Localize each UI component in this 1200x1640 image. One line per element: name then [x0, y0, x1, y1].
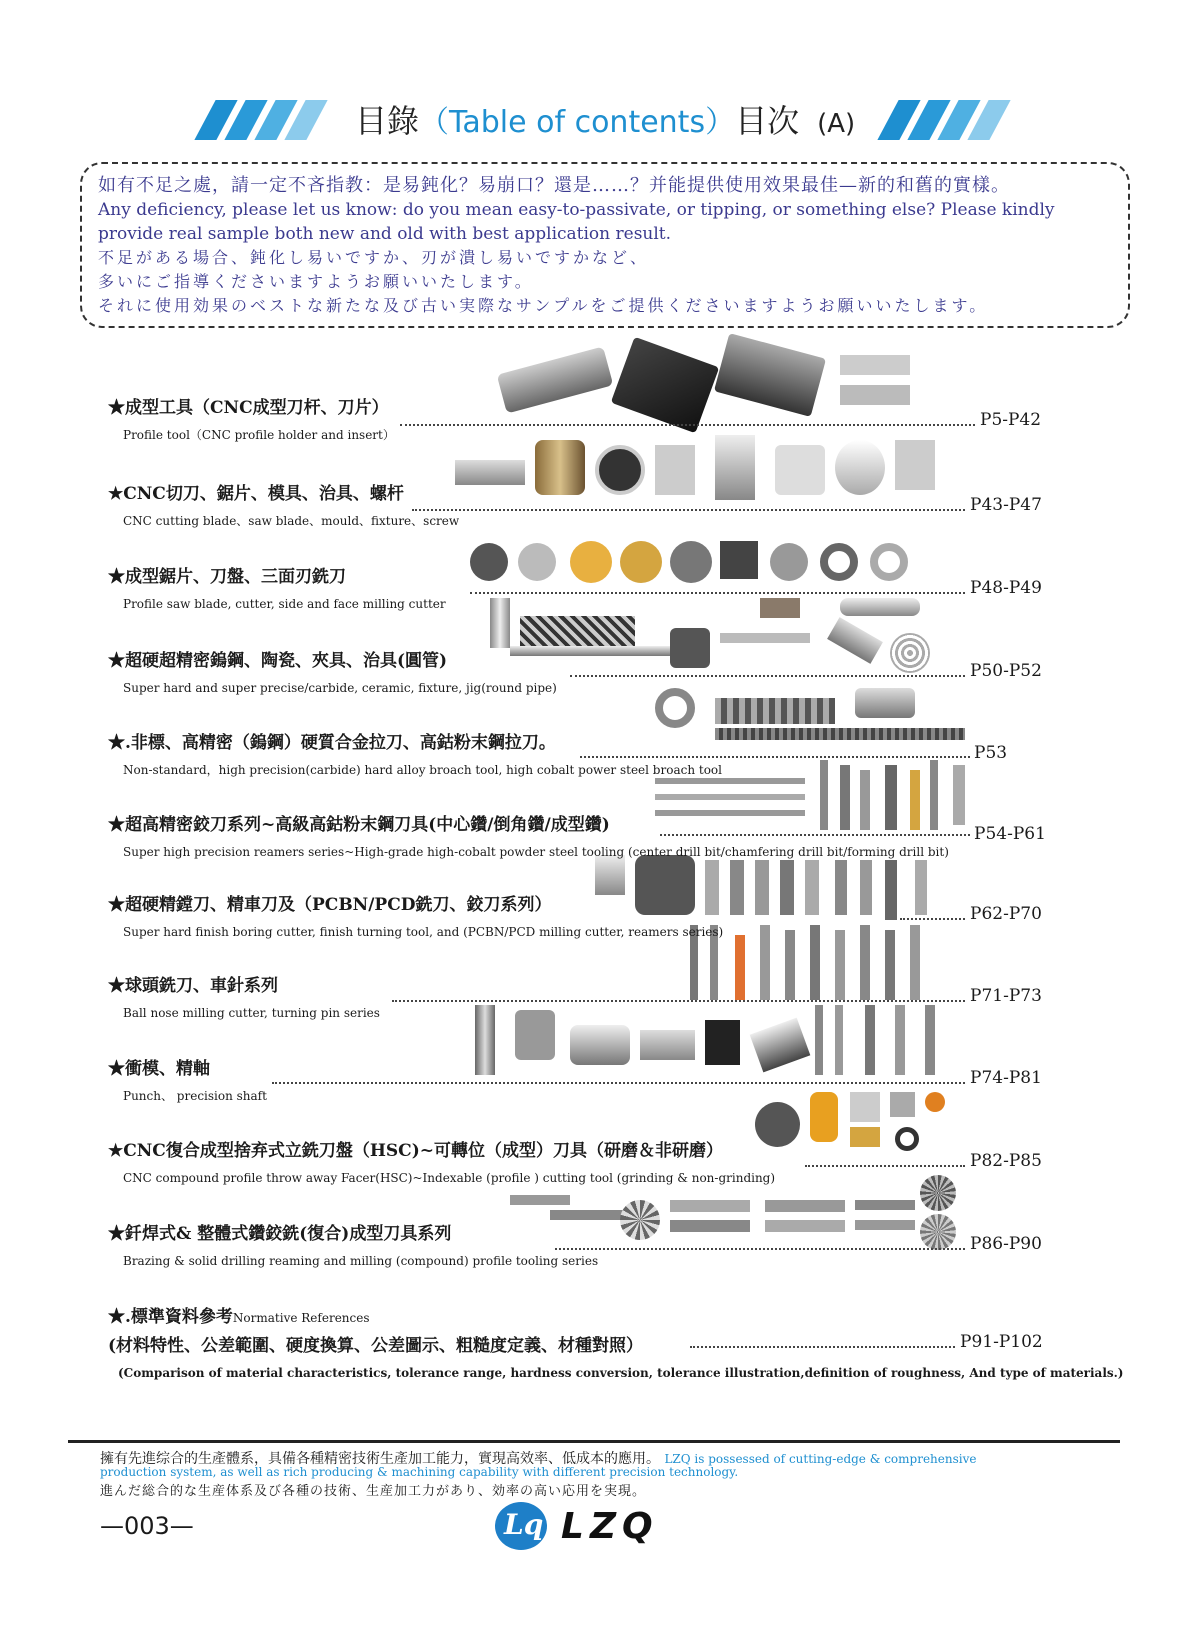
notice-jp-2: 多いにご指導くださいますようお願いいたします。: [98, 272, 534, 291]
page-header: [0, 92, 1200, 148]
toc-title: ★超高精密鉸刀系列~高級高鈷粉末鋼刀具(中心鑽/倒角鑽/成型鑽): [108, 815, 610, 835]
toc-title: ★.非標、高精密（鎢鋼）硬質合金拉刀、高鈷粉末鋼拉刀。: [108, 733, 556, 753]
toc-title: ★成型工具（CNC成型刀杆、刀片）: [108, 398, 389, 418]
toc-subtitle: Super hard and super precise/carbide, ceramic, fixture, jig(round pipe): [123, 681, 557, 695]
toc-leader: [412, 509, 965, 511]
toc-subtitle: Brazing & solid drilling reaming and milling (compound) profile tooling series: [123, 1254, 599, 1268]
toc-leader: [470, 592, 965, 594]
toc-title: ★超硬精鏜刀、精車刀及（PCBN/PCD銑刀、鉸刀系列）: [108, 895, 552, 915]
toc-entry-9[interactable]: [108, 1058, 1108, 1104]
notice-jp-3: それに使用効果のベストな新たな及び古い実際なサンプルをご提供くださいますようお願いいたします。: [98, 296, 989, 315]
toc-leader: [400, 424, 975, 426]
toc-subtitle: Ball nose milling cutter, turning pin series: [123, 1006, 380, 1020]
normative-title: [108, 1306, 1108, 1329]
toc-subtitle: CNC compound profile throw away Facer(HSC)~Indexable (profile ) cutting tool (grinding & non-grinding): [123, 1171, 776, 1185]
toc-subtitle: Profile tool（CNC profile holder and insert）: [123, 428, 395, 442]
toc-subtitle: CNC cutting blade、saw blade、mould、fixture、screw: [123, 514, 460, 528]
normative-title-en: Normative References: [232, 1311, 370, 1325]
toc-entry-1[interactable]: [108, 397, 1108, 443]
toc-page-range: P48-P49: [970, 578, 1042, 598]
toc-page-range: P71-P73: [970, 986, 1042, 1006]
toc-leader: [580, 756, 970, 758]
footer-rule: [68, 1440, 1120, 1443]
toc-leader: [272, 1082, 965, 1084]
toc-page-range: P43-P47: [970, 495, 1042, 515]
toc-page-range: P91-P102: [960, 1332, 1043, 1352]
footer-en-a: LZQ is possessed of cutting-edge & comprehensive: [664, 1452, 977, 1466]
decorative-stripes-left: [205, 100, 335, 140]
normative-items: (材料特性、公差範圍、硬度換算、公差圖示、粗糙度定義、材種對照）: [108, 1336, 644, 1356]
toc-page-range: P62-P70: [970, 904, 1042, 924]
toc-title: ★CNC復合成型捨弃式立銑刀盤（HSC)~可轉位（成型）刀具（研磨＆非研磨）: [108, 1141, 723, 1161]
toc-title: ★球頭銑刀、車針系列: [108, 976, 278, 996]
toc-title: ★超硬超精密鎢鋼、陶瓷、夾具、治具(圓管): [108, 651, 448, 671]
toc-subtitle: Punch、 precision shaft: [123, 1089, 267, 1103]
footer-jp: 進んだ総合的な生産体系及び各種の技術、生産加工力があり、効率の高い応用を実現。: [100, 1484, 647, 1499]
toc-leader: [555, 1248, 965, 1250]
normative-subtitle: (Comparison of material characteristics, tolerance range, hardness conversion, tolerance illustration,definition of roughness, And type of materials.): [118, 1366, 1124, 1380]
notice-cn: 如有不足之處，請一定不吝指教：是易鈍化？易崩口？還是……？并能提供使用效果最佳—新的和舊的實樣。: [98, 175, 1010, 196]
title-cn: 目錄: [355, 102, 420, 140]
toc-title: ★釺焊式& 整體式鑽鉸銑(復合)成型刀具系列: [108, 1224, 452, 1244]
logo-text: LZQ: [561, 1506, 659, 1547]
notice-en-2: provide real sample both new and old with best application result.: [98, 224, 672, 244]
notice-jp-1: 不足がある場合、鈍化し易いですか、刃が潰し易いですかなど、: [98, 248, 650, 267]
footer-cn: 擁有先進综合的生產體系，具備各種精密技術生產加工能力，實現高效率、低成本的應用。: [100, 1451, 660, 1467]
toc-page-range: P53: [974, 743, 1008, 763]
toc-subtitle: Super high precision reamers series~High-grade high-cobalt powder steel tooling (center drill bit/chamfering drill bit/forming drill bit): [123, 845, 949, 859]
notice-box: [80, 162, 1130, 328]
toc-entry-2[interactable]: [108, 483, 1108, 529]
toc-entry-8[interactable]: [108, 975, 1108, 1021]
toc-subtitle: Profile saw blade, cutter, side and face milling cutter: [123, 597, 446, 611]
toc-subtitle: Super hard finish boring cutter, finish turning tool, and (PCBN/PCD milling cutter, reamers series): [123, 925, 724, 939]
toc-title: ★成型鋸片、刀盤、三面刃銑刀: [108, 567, 346, 587]
toc-entry-3[interactable]: [108, 566, 1108, 612]
page-number: —003—: [100, 1512, 194, 1540]
toc-leader: [570, 675, 965, 677]
logo-mark-icon: Lq: [495, 1502, 547, 1550]
toc-page-range: P86-P90: [970, 1234, 1042, 1254]
toc-entry-7[interactable]: [108, 894, 1108, 940]
normative-title-cn: ★.標準資料參考: [108, 1307, 233, 1327]
toc-page-range: P74-P81: [970, 1068, 1042, 1088]
toc-entry-4[interactable]: [108, 650, 1108, 696]
toc-title: ★衝模、精軸: [108, 1059, 210, 1079]
toc-entry-10[interactable]: [108, 1140, 1108, 1186]
toc-entry-11[interactable]: [108, 1223, 1108, 1269]
toc-page-range: P5-P42: [980, 410, 1042, 430]
toc-entry-6[interactable]: [108, 814, 1108, 860]
title-code: (A): [817, 109, 856, 139]
toc-title: ★CNC切刀、鋸片、模具、治具、螺杆: [108, 484, 404, 504]
toc-page-range: P54-P61: [974, 824, 1046, 844]
toc-leader: [805, 1165, 965, 1167]
footer-en-b: production system, as well as rich producing & machining capability with different precision technology.: [100, 1465, 739, 1479]
notice-en-1: Any deficiency, please let us know: do you mean easy-to-passivate, or tipping, or something else? Please kindly: [98, 200, 1055, 220]
page-title: [355, 96, 855, 142]
toc-subtitle: Non-standard，high precision(carbide) hard alloy broach tool, high cobalt power steel broach tool: [123, 763, 722, 777]
toc-leader: [900, 918, 965, 920]
toc-page-range: P50-P52: [970, 661, 1042, 681]
company-logo: [495, 1502, 665, 1552]
toc-leader: [392, 1000, 965, 1002]
title-en: （Table of contents）: [419, 105, 736, 140]
toc-page-range: P82-P85: [970, 1151, 1042, 1171]
decorative-stripes-right: [888, 100, 1018, 140]
toc-entry-5[interactable]: [108, 732, 1108, 778]
toc-entry-normative[interactable]: [108, 1306, 1124, 1381]
title-jp: 目次: [735, 102, 800, 140]
